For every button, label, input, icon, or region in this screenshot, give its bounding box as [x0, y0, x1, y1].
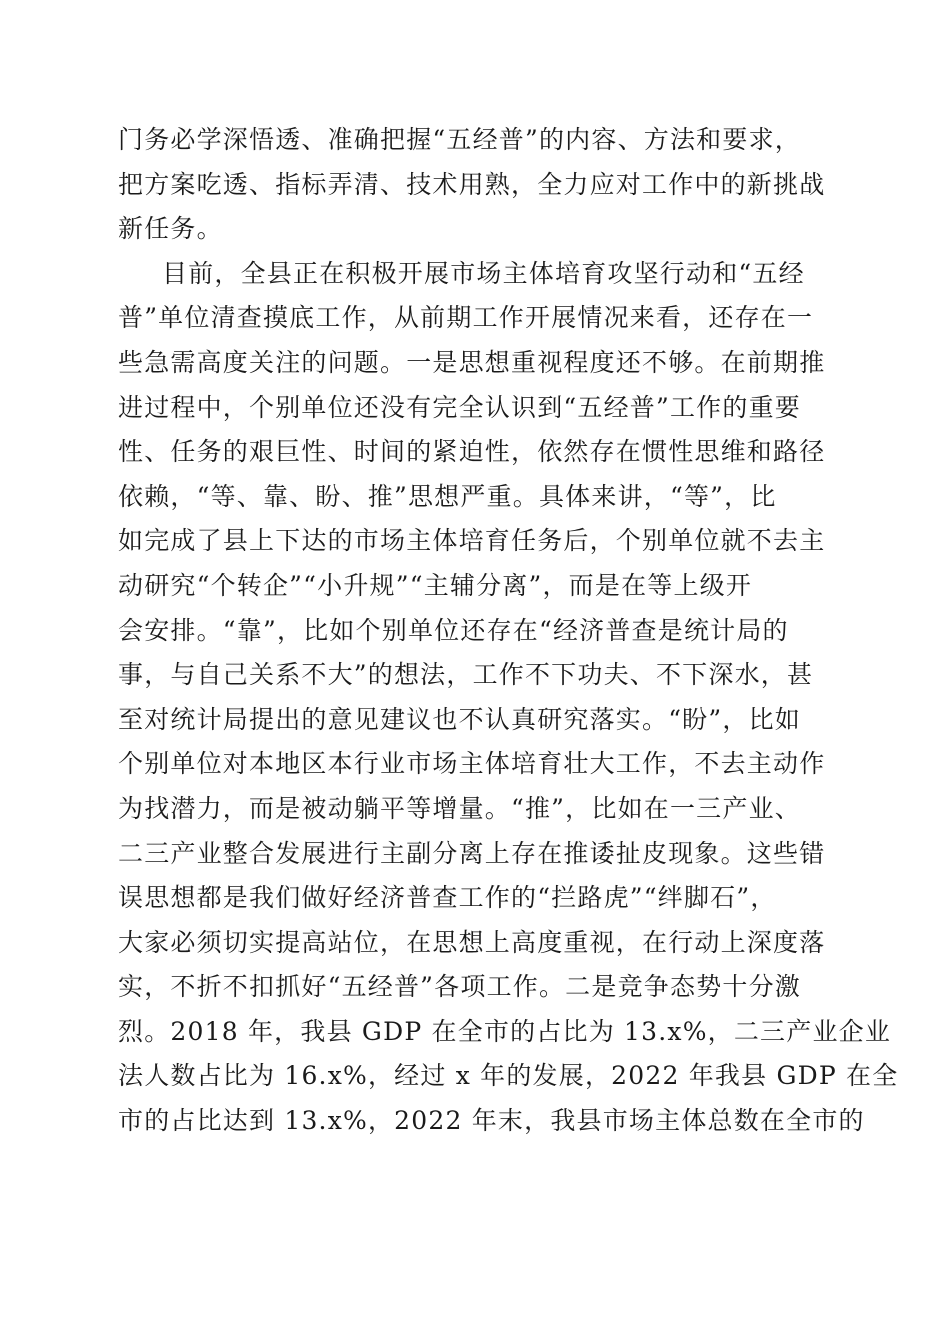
paragraph-first-line: 目前，全县正在积极开展市场主体培育攻坚行动和“五经	[162, 258, 805, 288]
text-line: 如完成了县上下达的市场主体培育任务后，个别单位就不去主	[118, 526, 826, 556]
text-line: 新任务。	[118, 214, 223, 244]
text-line: 市的占比达到 13.x%，2022 年末，我县市场主体总数在全市的	[118, 1106, 865, 1136]
text-line: 性、任务的艰巨性、时间的紧迫性，依然存在惯性思维和路径	[118, 437, 826, 467]
text-line: 会安排。“靠”，比如个别单位还存在“经济普查是统计局的	[118, 615, 789, 645]
text-line: 大家必须切实提高站位，在思想上高度重视，在行动上深度落	[118, 927, 826, 957]
text-line: 动研究“个转企”“小升规”“主辅分离”，而是在等上级开	[118, 570, 753, 600]
text-line: 个别单位对本地区本行业市场主体培育壮大工作，不去主动作	[118, 749, 826, 779]
text-line: 法人数占比为 16.x%，经过 x 年的发展，2022 年我县 GDP 在全	[118, 1061, 899, 1091]
text-line: 误思想都是我们做好经济普查工作的“拦路虎”“绊脚石”，	[118, 883, 777, 913]
text-line: 门务必学深悟透、准确把握“五经普”的内容、方法和要求，	[118, 125, 801, 154]
text-line: 二三产业整合发展进行主副分离上存在推诿扯皮现象。这些错	[118, 838, 826, 868]
text-line: 实，不折不扣抓好“五经普”各项工作。二是竞争态势十分激	[118, 972, 801, 1002]
text-line: 事，与自己关系不大”的想法，工作不下功夫、不下深水，甚	[118, 660, 814, 690]
text-line: 烈。2018 年，我县 GDP 在全市的占比为 13.x%，二三产业企业	[118, 1016, 892, 1046]
text-line: 为找潜力，而是被动躺平等增量。“推”，比如在一三产业、	[118, 793, 801, 823]
text-line: 依赖，“等、靠、盼、推”思想严重。具体来讲，“等”，比	[118, 481, 777, 511]
text-line: 进过程中，个别单位还没有完全认识到“五经普”工作的重要	[118, 392, 801, 422]
text-line: 些急需高度关注的问题。一是思想重视程度还不够。在前期推	[118, 347, 826, 377]
body-text	[118, 118, 899, 1144]
text-line: 把方案吃透、指标弄清、技术用熟，全力应对工作中的新挑战	[118, 169, 826, 199]
text-line: 至对统计局提出的意见建议也不认真研究落实。“盼”，比如	[118, 704, 801, 734]
text-line: 普”单位清查摸底工作，从前期工作开展情况来看，还存在一	[118, 303, 814, 333]
